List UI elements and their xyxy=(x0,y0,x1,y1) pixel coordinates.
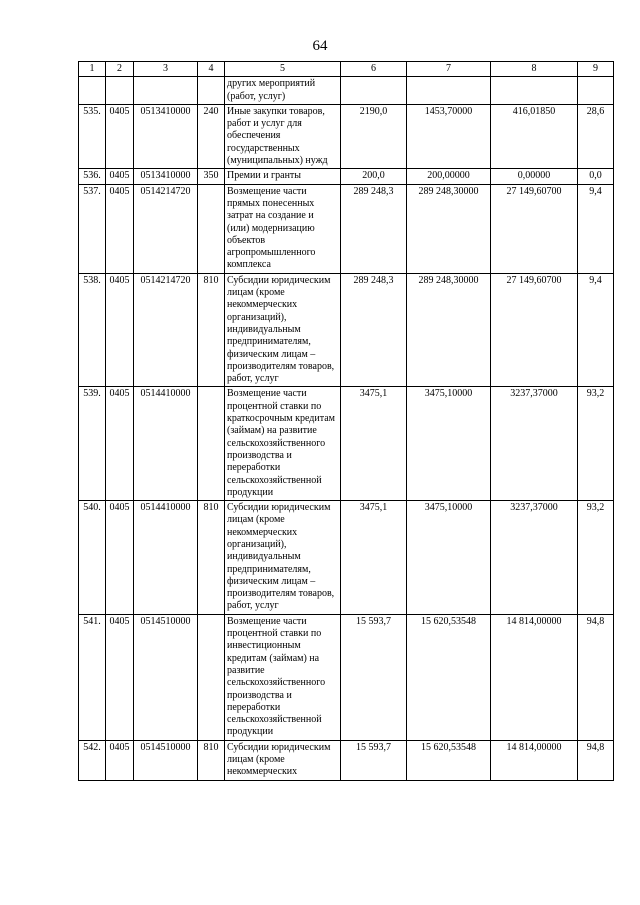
executed-amount-cell: 3237,37000 xyxy=(491,501,578,615)
row-number-cell: 542. xyxy=(79,740,106,780)
target-article-cell: 0514214720 xyxy=(134,273,198,387)
plan-amount-cell: 200,0 xyxy=(341,169,407,184)
specified-amount-cell: 3475,10000 xyxy=(407,387,491,501)
specified-amount-cell: 289 248,30000 xyxy=(407,273,491,387)
target-article-cell: 0514410000 xyxy=(134,387,198,501)
item-name-cell: Иные закупки товаров, работ и услуг для обеспечения государственных (муниципальных) нужд xyxy=(225,104,341,168)
header-cell: 5 xyxy=(225,62,341,77)
budget-table xyxy=(78,61,614,781)
execution-percent-cell: 93,2 xyxy=(578,501,614,615)
specified-amount-cell xyxy=(407,77,491,105)
page-number: 64 xyxy=(312,38,328,54)
table-row xyxy=(79,169,614,184)
specified-amount-cell: 1453,70000 xyxy=(407,104,491,168)
plan-amount-cell: 3475,1 xyxy=(341,501,407,615)
target-article-cell: 0514510000 xyxy=(134,740,198,780)
expense-type-cell xyxy=(198,614,225,740)
row-number-cell: 538. xyxy=(79,273,106,387)
execution-percent-cell: 9,4 xyxy=(578,273,614,387)
item-name-cell: Субсидии юридическим лицам (кроме некоммерческих организаций), индивидуальным предпринимателям, физическим лицам – производителям товаров, работ, услуг xyxy=(225,273,341,387)
row-number-cell: 541. xyxy=(79,614,106,740)
executed-amount-cell: 27 149,60700 xyxy=(491,184,578,273)
execution-percent-cell xyxy=(578,77,614,105)
section-code-cell: 0405 xyxy=(106,104,134,168)
executed-amount-cell xyxy=(491,77,578,105)
header-cell: 4 xyxy=(198,62,225,77)
plan-amount-cell: 2190,0 xyxy=(341,104,407,168)
header-cell: 7 xyxy=(407,62,491,77)
expense-type-cell: 810 xyxy=(198,740,225,780)
header-cell: 2 xyxy=(106,62,134,77)
target-article-cell: 0513410000 xyxy=(134,104,198,168)
section-code-cell: 0405 xyxy=(106,740,134,780)
expense-type-cell xyxy=(198,77,225,105)
target-article-cell: 0514510000 xyxy=(134,614,198,740)
row-number-cell: 537. xyxy=(79,184,106,273)
expense-type-cell: 810 xyxy=(198,501,225,615)
plan-amount-cell: 15 593,7 xyxy=(341,740,407,780)
plan-amount-cell xyxy=(341,77,407,105)
specified-amount-cell: 3475,10000 xyxy=(407,501,491,615)
execution-percent-cell: 0,0 xyxy=(578,169,614,184)
item-name-cell: Субсидии юридическим лицам (кроме некоммерческих xyxy=(225,740,341,780)
item-name-cell: Возмещение части процентной ставки по краткосрочным кредитам (займам) на развитие сельскохозяйственного производства и переработки сельскохозяйственной продукции xyxy=(225,387,341,501)
header-cell: 6 xyxy=(341,62,407,77)
header-cell: 8 xyxy=(491,62,578,77)
row-number-cell xyxy=(79,77,106,105)
specified-amount-cell: 15 620,53548 xyxy=(407,614,491,740)
table-row xyxy=(79,740,614,780)
executed-amount-cell: 14 814,00000 xyxy=(491,740,578,780)
header-cell: 3 xyxy=(134,62,198,77)
plan-amount-cell: 289 248,3 xyxy=(341,184,407,273)
row-number-cell: 540. xyxy=(79,501,106,615)
specified-amount-cell: 200,00000 xyxy=(407,169,491,184)
specified-amount-cell: 15 620,53548 xyxy=(407,740,491,780)
header-cell: 9 xyxy=(578,62,614,77)
execution-percent-cell: 28,6 xyxy=(578,104,614,168)
section-code-cell: 0405 xyxy=(106,501,134,615)
row-number-cell: 535. xyxy=(79,104,106,168)
item-name-cell: Возмещение части процентной ставки по инвестиционным кредитам (займам) на развитие сельскохозяйственного производства и переработки сельскохозяйственной продукции xyxy=(225,614,341,740)
header-row xyxy=(79,62,614,77)
executed-amount-cell: 14 814,00000 xyxy=(491,614,578,740)
plan-amount-cell: 15 593,7 xyxy=(341,614,407,740)
section-code-cell: 0405 xyxy=(106,273,134,387)
table-row xyxy=(79,501,614,615)
plan-amount-cell: 289 248,3 xyxy=(341,273,407,387)
section-code-cell xyxy=(106,77,134,105)
expense-type-cell: 240 xyxy=(198,104,225,168)
executed-amount-cell: 3237,37000 xyxy=(491,387,578,501)
plan-amount-cell: 3475,1 xyxy=(341,387,407,501)
row-number-cell: 539. xyxy=(79,387,106,501)
execution-percent-cell: 9,4 xyxy=(578,184,614,273)
table-row xyxy=(79,104,614,168)
target-article-cell: 0514214720 xyxy=(134,184,198,273)
executed-amount-cell: 27 149,60700 xyxy=(491,273,578,387)
item-name-cell: других мероприятий (работ, услуг) xyxy=(225,77,341,105)
execution-percent-cell: 93,2 xyxy=(578,387,614,501)
expense-type-cell: 810 xyxy=(198,273,225,387)
section-code-cell: 0405 xyxy=(106,387,134,501)
executed-amount-cell: 416,01850 xyxy=(491,104,578,168)
section-code-cell: 0405 xyxy=(106,614,134,740)
item-name-cell: Возмещение части прямых понесенных затрат на создание и (или) модернизацию объектов агропромышленного комплекса xyxy=(225,184,341,273)
executed-amount-cell: 0,00000 xyxy=(491,169,578,184)
table-row xyxy=(79,387,614,501)
specified-amount-cell: 289 248,30000 xyxy=(407,184,491,273)
target-article-cell: 0514410000 xyxy=(134,501,198,615)
header-cell: 1 xyxy=(79,62,106,77)
execution-percent-cell: 94,8 xyxy=(578,740,614,780)
target-article-cell: 0513410000 xyxy=(134,169,198,184)
table-row xyxy=(79,273,614,387)
item-name-cell: Субсидии юридическим лицам (кроме некоммерческих организаций), индивидуальным предпринимателям, физическим лицам – производителям товаров, работ, услуг xyxy=(225,501,341,615)
item-name-cell: Премии и гранты xyxy=(225,169,341,184)
expense-type-cell: 350 xyxy=(198,169,225,184)
table-row xyxy=(79,184,614,273)
target-article-cell xyxy=(134,77,198,105)
section-code-cell: 0405 xyxy=(106,184,134,273)
execution-percent-cell: 94,8 xyxy=(578,614,614,740)
expense-type-cell xyxy=(198,184,225,273)
row-number-cell: 536. xyxy=(79,169,106,184)
expense-type-cell xyxy=(198,387,225,501)
table-row xyxy=(79,77,614,105)
section-code-cell: 0405 xyxy=(106,169,134,184)
table-row xyxy=(79,614,614,740)
